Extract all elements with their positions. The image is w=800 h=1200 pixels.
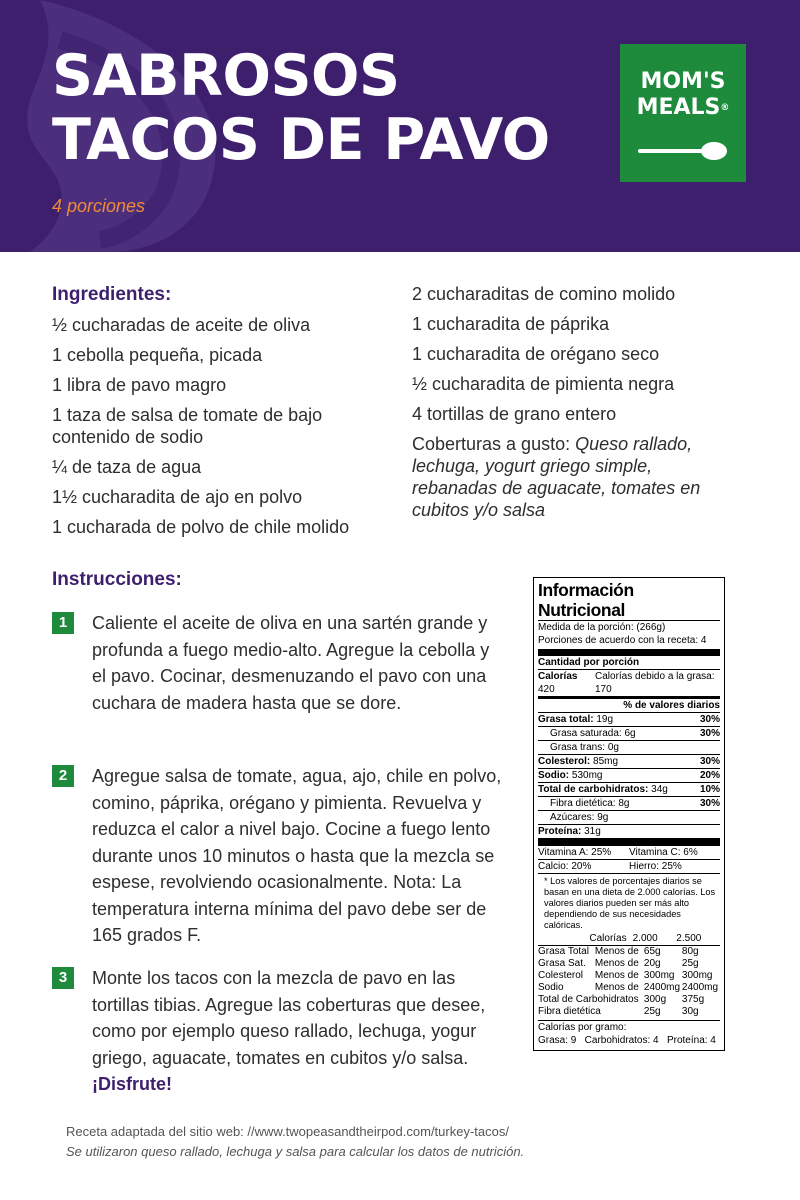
logo-line-2: MEALS®	[636, 95, 730, 120]
enjoy-emphasis: ¡Disfrute!	[92, 1074, 172, 1094]
ingredient-item: 1 cucharada de polvo de chile molido	[52, 517, 350, 537]
calories-row: Calorías 420 Calorías debido a la grasa: 170	[538, 671, 715, 695]
ingredient-item: 4 tortillas de grano entero	[412, 404, 617, 424]
nutrient-row: Grasa total: 19g 30%	[538, 714, 720, 725]
spoon-icon	[638, 140, 730, 162]
nutrient-row: Proteína: 31g	[538, 826, 601, 837]
ingredient-item: 1½ cucharadita de ajo en polvo	[52, 487, 303, 507]
calorie-reference-header: Calorías 2.000 2.500	[589, 933, 702, 944]
logo-line-1: MOM'S	[640, 69, 726, 94]
ingredient-item: 1 libra de pavo magro	[52, 375, 227, 395]
calories-per-gram-values: Grasa: 9 Carbohidratos: 4 Proteína: 4	[538, 1035, 716, 1046]
instructions-heading: Instrucciones:	[52, 569, 182, 590]
reference-row: Grasa Sat. Menos de 20g 25g	[538, 958, 699, 969]
ingredient-item: 1 cucharadita de orégano seco	[412, 344, 660, 364]
step-text: Agregue salsa de tomate, agua, ajo, chile en polvo, comino, páprika, orégano y pimienta. Revuelva y reduzca el calor a nivel bajo. Cocine a fuego lento durante unos 10 minutos o hasta que la mezcla se espese, revolviendo ocasionalmente. Nota: La temperatura interna mínima del pavo debe ser de 165 grados F.	[92, 766, 502, 945]
vitamin-row: Vitamina A: 25% Vitamina C: 6%	[538, 847, 698, 858]
daily-reference-table	[538, 946, 720, 1018]
ingredients-list-right	[412, 283, 732, 529]
nutrient-row: Grasa saturada: 6g 30%	[550, 728, 720, 739]
step-number-badge: 1	[52, 612, 74, 634]
servings-per-recipe: Porciones de acuerdo con la receta: 4	[538, 635, 707, 646]
title-line-2: TACOS DE PAVO	[52, 107, 550, 173]
recipe-header	[0, 0, 800, 252]
title-line-1: SABROSOS	[52, 43, 400, 109]
step-number-badge: 3	[52, 967, 74, 989]
reference-row: Colesterol Menos de 300mg 300mg	[538, 970, 713, 981]
recipe-footer	[66, 1122, 524, 1162]
nutrient-row: Grasa trans: 0g	[550, 742, 619, 753]
ingredient-item: 1 taza de salsa de tomate de bajo contenido de sodio	[52, 405, 323, 447]
step-text: Monte los tacos con la mezcla de pavo en las tortillas tibias. Agregue las coberturas que desee, como por ejemplo queso rallado, lechuga, yogur griego, aguacate, tomates en cubitos y/o salsa. ¡Disfrute!	[92, 968, 486, 1094]
mineral-row: Calcio: 20% Hierro: 25%	[538, 861, 682, 872]
calories-per-gram: Calorías por gramo:	[538, 1022, 627, 1033]
nutrient-rows	[538, 713, 720, 839]
toppings-item	[412, 433, 732, 521]
ingredients-heading: Ingredientes:	[52, 284, 172, 305]
servings-label: 4 porciones	[52, 196, 146, 216]
ingredient-item: 1 cebolla pequeña, picada	[52, 345, 263, 365]
source-credit: Receta adaptada del sitio web: //www.twopeasandtheirpod.com/turkey-tacos/	[66, 1124, 509, 1139]
reference-row: Fibra dietética 25g 30g	[538, 1006, 699, 1017]
step-text: Caliente el aceite de oliva en una sartén grande y profunda a fuego medio-alto. Agregue la cebolla y el pavo. Cocinar, desmenuzando el pavo con una cuchara de madera hasta que se dore.	[92, 613, 490, 713]
recipe-title	[52, 44, 550, 172]
step-number-badge: 2	[52, 765, 74, 787]
nutrient-row: Sodio: 530mg 20%	[538, 770, 720, 781]
ingredient-item: ½ cucharadita de pimienta negra	[412, 374, 675, 394]
ingredients-list-left	[52, 314, 392, 546]
nutrient-row: Fibra dietética: 8g 30%	[550, 798, 720, 809]
reference-row: Sodio Menos de 2400mg 2400mg	[538, 982, 719, 993]
reference-row: Grasa Total Menos de 65g 80g	[538, 946, 699, 957]
moms-meals-logo	[620, 44, 746, 182]
nutrient-row: Total de carbohidratos: 34g 10%	[538, 784, 720, 795]
nutrition-title: Información Nutricional	[538, 580, 634, 620]
nutrient-row: Azúcares: 9g	[550, 812, 609, 823]
ingredient-item: ½ cucharadas de aceite de oliva	[52, 315, 311, 335]
ingredient-item: ¼ de taza de agua	[52, 457, 202, 477]
daily-value-header: % de valores diarios	[623, 700, 720, 711]
ingredient-item: 1 cucharadita de páprika	[412, 314, 610, 334]
nutrition-note: Se utilizaron queso rallado, lechuga y salsa para calcular los datos de nutrición.	[66, 1144, 525, 1159]
ingredient-item: 2 cucharaditas de comino molido	[412, 284, 676, 304]
nutrient-row: Colesterol: 85mg 30%	[538, 756, 720, 767]
serving-size: Medida de la porción: (266g)	[538, 622, 666, 633]
nutrition-facts-label	[533, 577, 725, 1051]
daily-value-footnote: * Los valores de porcentajes diarios se basan en una dieta de 2.000 calorías. Los valores diarios pueden ser más alto dependiendo de sus necesidades calóricas.	[544, 876, 716, 930]
reference-row: Total de Carbohidratos 300g 375g	[538, 994, 705, 1005]
amount-per-serving: Cantidad por porción	[538, 657, 640, 668]
toppings-label: Coberturas a gusto:	[412, 434, 576, 454]
toppings-text: Queso rallado, lechuga, yogurt griego simple, rebanadas de aguacate, tomates en cubitos y/o salsa	[412, 434, 701, 520]
